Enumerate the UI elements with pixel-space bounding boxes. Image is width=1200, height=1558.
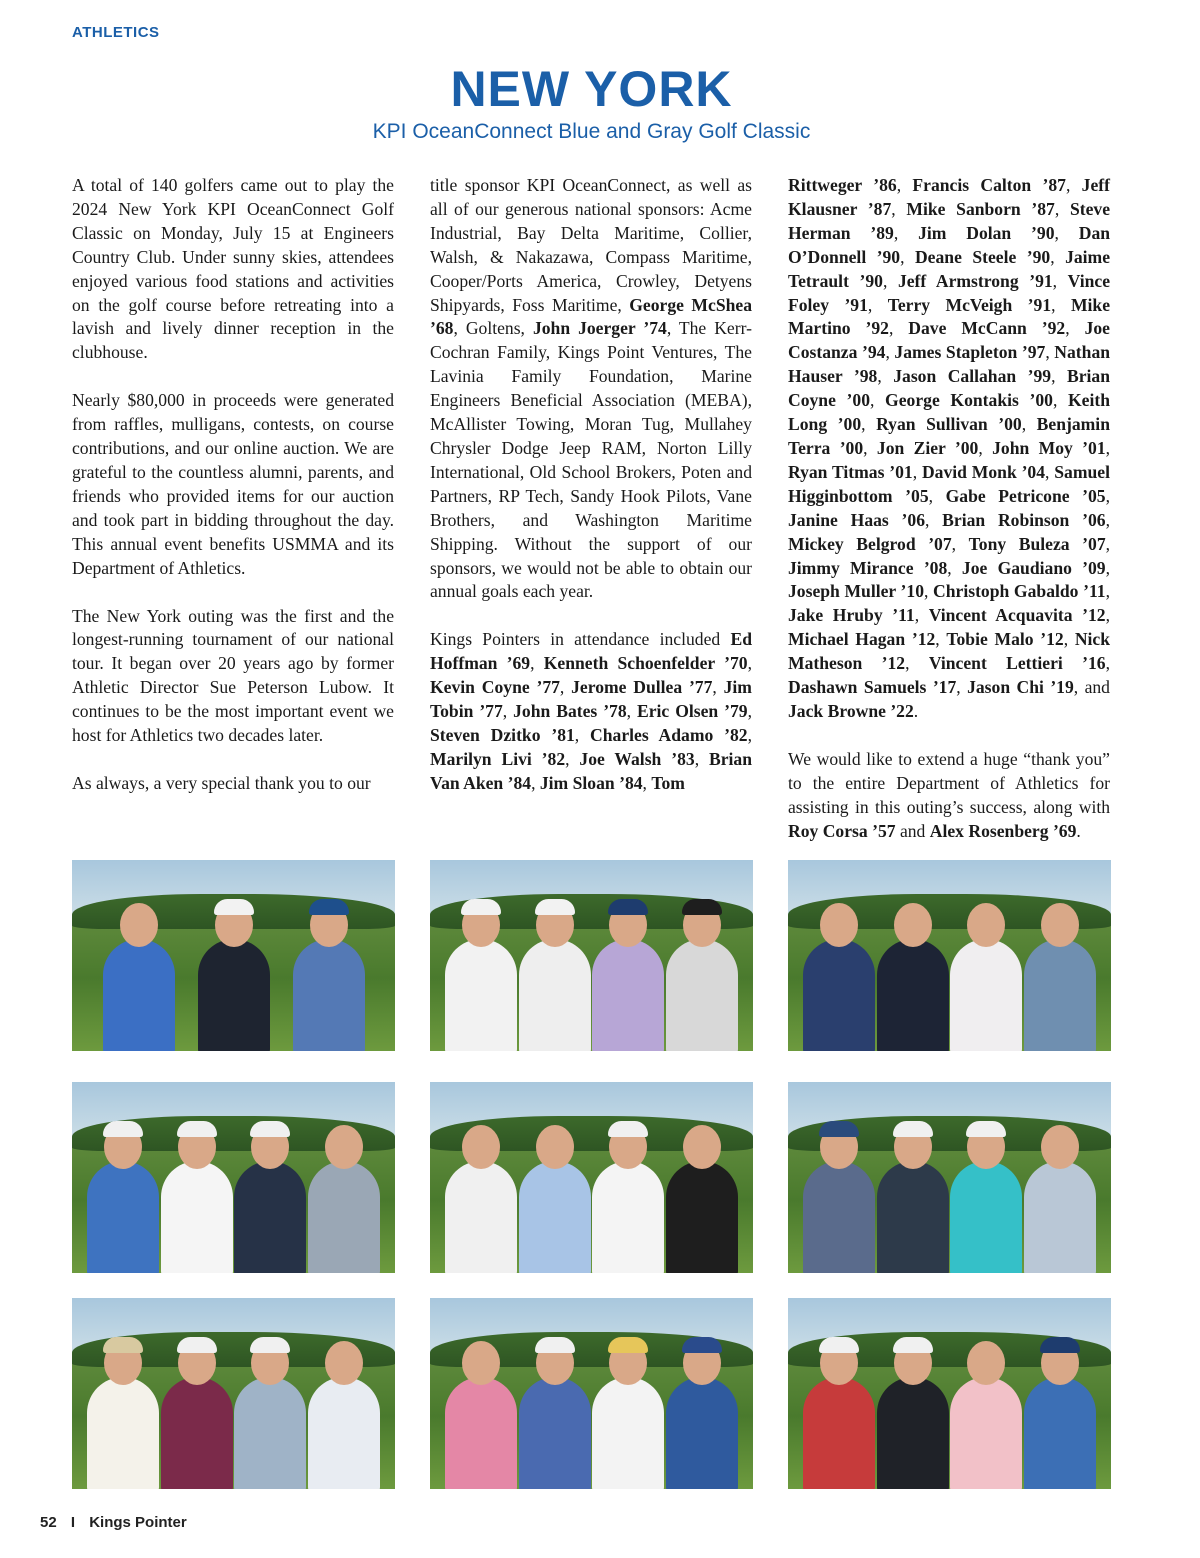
photo-person-body: [161, 1161, 233, 1273]
page-title: NEW YORK: [450, 61, 733, 117]
photo-person-cap: [103, 1121, 143, 1137]
photo-person-body: [103, 939, 175, 1051]
photo-group-2: [430, 860, 753, 1051]
photo-person-body: [1024, 1377, 1096, 1489]
paragraph-attendees: Kings Pointers in attendance included Ed Hoffman ’69, Kenneth Schoenfelder ’70, Kevin Coyne ’77, Jerome Dullea ’77, Jim Tobin ’77, John Bates ’78, Eric Olsen ’79, Steven Dzitko ’81, Charles Adamo ’82, Marilyn Livi ’82, Joe Walsh ’83, Brian Van Aken ’84, Jim Sloan ’84, Tom: [430, 629, 752, 793]
photo-person-head: [120, 903, 158, 947]
photo-group-8: [430, 1298, 753, 1489]
paragraph-sponsors: As always, a very special thank you to our: [72, 772, 371, 793]
photo-person-head: [967, 1341, 1005, 1385]
photo-person-body: [445, 1161, 517, 1273]
photo-person-head: [462, 1341, 500, 1385]
photo-person-cap: [819, 1337, 859, 1353]
photo-person-body: [87, 1161, 159, 1273]
photo-person-head: [894, 903, 932, 947]
photo-group-7: [72, 1298, 395, 1489]
photo-person-head: [325, 1125, 363, 1169]
photo-person-cap: [819, 1121, 859, 1137]
photo-group-1: [72, 860, 395, 1051]
photo-person-cap: [608, 899, 648, 915]
photo-person-cap: [682, 1337, 722, 1353]
page-number: 52: [40, 1514, 57, 1531]
photo-person-cap: [893, 1121, 933, 1137]
photo-person-body: [1024, 1161, 1096, 1273]
photo-group-5: [430, 1082, 753, 1273]
photo-person-cap: [535, 899, 575, 915]
publication-name: Kings Pointer: [89, 1514, 187, 1531]
photo-person-head: [820, 903, 858, 947]
article-column-2: [430, 174, 752, 820]
photo-person-cap: [177, 1337, 217, 1353]
photo-person-body: [666, 1161, 738, 1273]
photo-person-cap: [250, 1121, 290, 1137]
photo-person-head: [967, 903, 1005, 947]
photo-person-cap: [309, 899, 349, 915]
paragraph-history: The New York outing was the first and the longest-running tournament of our national tour. It began over 20 years ago by former Athletic Director Sue Peterson Lubow. It continues to be the most important event we host for Athletics two decades later.: [72, 605, 394, 746]
photo-person-body: [950, 939, 1022, 1051]
paragraph-thanks: We would like to extend a huge “thank you” to the entire Department of Athletics for assisting in this outing’s success, along with Roy Corsa ’57 and Alex Rosenberg ’69.: [788, 748, 1111, 841]
photo-person-body: [1024, 939, 1096, 1051]
photo-person-body: [519, 1161, 591, 1273]
photo-group-9: [788, 1298, 1111, 1489]
photo-person-body: [519, 1377, 591, 1489]
photo-person-body: [803, 1161, 875, 1273]
photo-person-body: [592, 1377, 664, 1489]
photo-person-head: [536, 1125, 574, 1169]
photo-person-head: [1041, 903, 1079, 947]
section-label: ATHLETICS: [72, 24, 160, 41]
page-subtitle: KPI OceanConnect Blue and Gray Golf Classic: [372, 120, 811, 143]
photo-person-body: [950, 1377, 1022, 1489]
article-column-1: [72, 174, 394, 820]
photo-person-cap: [214, 899, 254, 915]
photo-person-cap: [461, 899, 501, 915]
photo-person-cap: [682, 899, 722, 915]
photo-person-body: [234, 1161, 306, 1273]
photo-person-head: [683, 1125, 721, 1169]
photo-person-body: [950, 1161, 1022, 1273]
photo-person-cap: [103, 1337, 143, 1353]
paragraph-proceeds: Nearly $80,000 in proceeds were generated from raffles, mulligans, contests, on course contributions, and our online auction. We are grateful to the countless alumni, parents, and friends who provided items for our auction and took part in bidding throughout the day. This annual event benefits USMMA and its Department of Athletics.: [72, 390, 394, 578]
photo-person-cap: [608, 1121, 648, 1137]
photo-group-3: [788, 860, 1111, 1051]
photo-person-cap: [250, 1337, 290, 1353]
photo-person-body: [592, 1161, 664, 1273]
photo-person-cap: [535, 1337, 575, 1353]
photo-person-body: [308, 1377, 380, 1489]
paragraph-intro: A total of 140 golfers came out to play the 2024 New York KPI OceanConnect Golf Classic on Monday, July 15 at Engineers Country Club. Under sunny skies, attendees enjoyed various food stations and activities on the golf course before retreating into a lavish and lively dinner reception in the clubhouse.: [72, 175, 394, 363]
photo-person-body: [234, 1377, 306, 1489]
photo-person-body: [445, 1377, 517, 1489]
photo-person-cap: [893, 1337, 933, 1353]
paragraph-attendees-cont: Rittweger ’86, Francis Calton ’87, Jeff Klausner ’87, Mike Sanborn ’87, Steve Herman ’89, Jim Dolan ’90, Dan O’Donnell ’90, Deane Steele ’90, Jaime Tetrault ’90, Jeff Armstrong ’91, Vince Foley ’91, Terry McVeigh ’91, Mike Martino ’92, Dave McCann ’92, Joe Costanza ’94, James Stapleton ’97, Nathan Hauser ’98, Jason Callahan ’99, Brian Coyne ’00, George Kontakis ’00, Keith Long ’00, Ryan Sullivan ’00, Benjamin Terra ’00, Jon Zier ’00, John Moy ’01, Ryan Titmas ’01, David Monk ’04, Samuel Higginbottom ’05, Gabe Petricone ’05, Janine Haas ’06, Brian Robinson ’06, Mickey Belgrod ’07, Tony Buleza ’07, Jimmy Mirance ’08, Joe Gaudiano ’09, Joseph Muller ’10, Christoph Gabaldo ’11, Jake Hruby ’11, Vincent Acquavita ’12, Michael Hagan ’12, Tobie Malo ’12, Nick Matheson ’12, Vincent Lettieri ’16, Dashawn Samuels ’17, Jason Chi ’19, and Jack Browne ’22.: [788, 175, 1111, 721]
photo-person-body: [519, 939, 591, 1051]
photo-person-body: [877, 1377, 949, 1489]
photo-person-body: [803, 1377, 875, 1489]
paragraph-sponsors-cont: title sponsor KPI OceanConnect, as well as all of our generous national sponsors: Acme Industrial, Bay Delta Maritime, Collier, Walsh, & Nakazawa, Compass Maritime, Cooper/Ports America, Crowley, Detyens Shipyards, Foss Maritime, George McShea ’68, Goltens, John Joerger ’74, The Kerr-Cochran Family, Kings Point Ventures, The Lavinia Family Foundation, Marine Engineers Beneficial Association (MEBA), McAllister Towing, Moran Tug, Mullahey Chrysler Dodge Jeep RAM, Norton Lilly International, Old School Brokers, Poten and Partners, RP Tech, Sandy Hook Pilots, Vane Brothers, and Washington Maritime Shipping. Without the support of our sponsors, we would not be able to obtain our annual goals each year.: [430, 175, 753, 602]
photo-person-cap: [1040, 1337, 1080, 1353]
photo-person-body: [592, 939, 664, 1051]
photo-person-cap: [608, 1337, 648, 1353]
photo-person-body: [293, 939, 365, 1051]
footer-separator: I: [70, 1514, 76, 1531]
photo-person-body: [877, 939, 949, 1051]
photo-person-body: [666, 939, 738, 1051]
photo-person-body: [877, 1161, 949, 1273]
photo-person-body: [87, 1377, 159, 1489]
photo-person-body: [445, 939, 517, 1051]
photo-person-body: [161, 1377, 233, 1489]
photo-person-cap: [177, 1121, 217, 1137]
article-column-3: [788, 174, 1110, 867]
photo-person-head: [462, 1125, 500, 1169]
photo-person-head: [325, 1341, 363, 1385]
photo-group-6: [788, 1082, 1111, 1273]
photo-person-body: [803, 939, 875, 1051]
photo-person-body: [308, 1161, 380, 1273]
page-footer: [40, 1514, 187, 1531]
photo-person-body: [666, 1377, 738, 1489]
photo-person-cap: [966, 1121, 1006, 1137]
photo-person-head: [1041, 1125, 1079, 1169]
photo-person-body: [198, 939, 270, 1051]
photo-group-4: [72, 1082, 395, 1273]
